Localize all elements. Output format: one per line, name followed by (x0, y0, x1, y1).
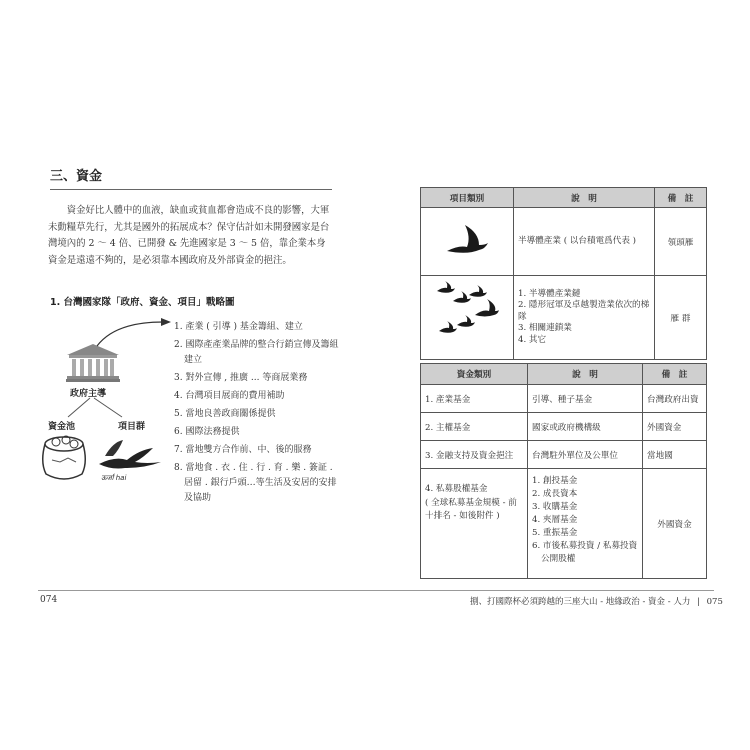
project-caption: ऊर्जा hai (101, 474, 127, 482)
table-cell: 國家或政府機構級 (528, 413, 643, 441)
section-divider (50, 189, 332, 190)
description-line: 3. 相關連鎖業 (518, 323, 572, 334)
footer-divider (38, 590, 714, 591)
chapter-title: 捌、打國際杯必須跨越的三座大山 - 地緣政治 - 資金 - 人力 (470, 597, 691, 607)
fund-item: 3. 收購基金 (532, 502, 578, 512)
fund-item: 6. 市後私募投資 / 私募投資公開股權 (532, 541, 638, 564)
list-item: 6. 國際法務提供 (174, 427, 240, 437)
project-category-table (420, 187, 707, 360)
goose-icon (445, 223, 489, 257)
table-header: 說 明 (528, 364, 643, 385)
table-row (421, 276, 707, 360)
description-line: 4. 其它 (518, 334, 547, 345)
table-cell: 引導、種子基金 (528, 385, 643, 413)
gov-label: 政府主導 (70, 389, 107, 399)
table-cell: 1. 產業基金 (421, 385, 528, 413)
table-cell: 3. 金融支持及資金挹注 (421, 441, 528, 469)
government-building-icon (66, 343, 120, 383)
table-cell: 外國資金 (643, 413, 707, 441)
table-header: 備 註 (643, 364, 707, 385)
table-cell: 領頭雁 (655, 208, 707, 276)
strategy-heading: 1. 台灣國家隊「政府、資金、項目」戰略圖 (50, 297, 235, 308)
list-item: 7. 當地雙方合作前、中、後的服務 (174, 445, 312, 455)
table-cell: 台灣駐外單位及公單位 (528, 441, 643, 469)
list-item: 4. 台灣項目展商的費用補助 (174, 391, 285, 401)
description-line: 2. 隱形冠軍及卓越製造業依次的梯隊 (518, 300, 650, 322)
page-number-right: 075 (706, 597, 723, 607)
arrow-icon (95, 318, 175, 348)
table-row (421, 208, 707, 276)
project-group-label: 項目群 (118, 422, 146, 432)
description-line: 1. 半導體產業鏈 (518, 288, 581, 299)
fund-item: 5. 重振基金 (532, 528, 578, 538)
fund-pool-label: 資金池 (48, 422, 76, 432)
table-header: 項目類別 (421, 188, 514, 208)
table-cell: 台灣政府出資 (643, 385, 707, 413)
table-header: 資金類別 (421, 364, 528, 385)
lead-goose-cell (421, 208, 514, 276)
table-cell: 外國資金 (643, 469, 707, 579)
fund-item: 1. 創投基金 (532, 476, 578, 486)
list-item: 8. 當地食 . 衣 . 住 . 行 . 育 . 樂 . 簽証 . 居留 . 銀行戶頭…等生活及安居的安排及協助 (174, 463, 337, 503)
running-footer (470, 595, 723, 607)
table-header: 說 明 (514, 188, 655, 208)
description-line: 半導體產業 ( 以台積電爲代表 ) (518, 235, 637, 246)
footer-separator: | (697, 597, 700, 607)
table-cell: 雁 群 (655, 276, 707, 360)
fund-category-table (420, 363, 707, 579)
table-cell (514, 276, 655, 360)
table-row (421, 385, 707, 413)
intro-paragraph (48, 203, 334, 269)
geese-icon (95, 438, 163, 476)
table-cell: 4. 私募股權基金 ( 全球私募基金規模 - 前十排名 - 如後附件 ) (421, 469, 528, 579)
table-header: 備 註 (655, 188, 707, 208)
fund-item: 4. 夾層基金 (532, 515, 578, 525)
table-cell: 當地國 (643, 441, 707, 469)
list-item: 3. 對外宣傳 , 推廣 ... 等商展業務 (174, 373, 308, 383)
geese-flock-icon (435, 281, 499, 351)
table-row (421, 441, 707, 469)
table-cell: 2. 主權基金 (421, 413, 528, 441)
paragraph-text: 資金好比人體中的血液，缺血或貧血都會造成不良的影響，大軍未動糧草先行，尤其是國外的拓展成本？保守估計如未開發國家是台灣境內的 2 ～ 4 倍、已開發 & 先進國家是 3 ～ 5 倍，靠企業本身資金是遠遠不夠的，是必須靠本國政府及外部資金的挹注。 (48, 205, 330, 266)
geese-flock-cell (421, 276, 514, 360)
fund-item: 2. 成長資本 (532, 489, 578, 499)
money-pot-icon (38, 432, 90, 484)
diagram-connector (60, 397, 140, 419)
section-title: 三、資金 (50, 169, 103, 184)
list-item: 1. 產業 ( 引導 ) 基金籌組、建立 (174, 322, 303, 332)
table-row (421, 413, 707, 441)
list-item: 5. 當地良善政商關係提供 (174, 409, 276, 419)
table-cell (528, 469, 643, 579)
table-cell (514, 208, 655, 276)
list-item: 2. 國際產產業品牌的整合行銷宣傳及籌組建立 (174, 340, 339, 365)
table-row (421, 469, 707, 579)
strategy-list (174, 320, 342, 509)
page-number-left: 074 (40, 595, 58, 605)
